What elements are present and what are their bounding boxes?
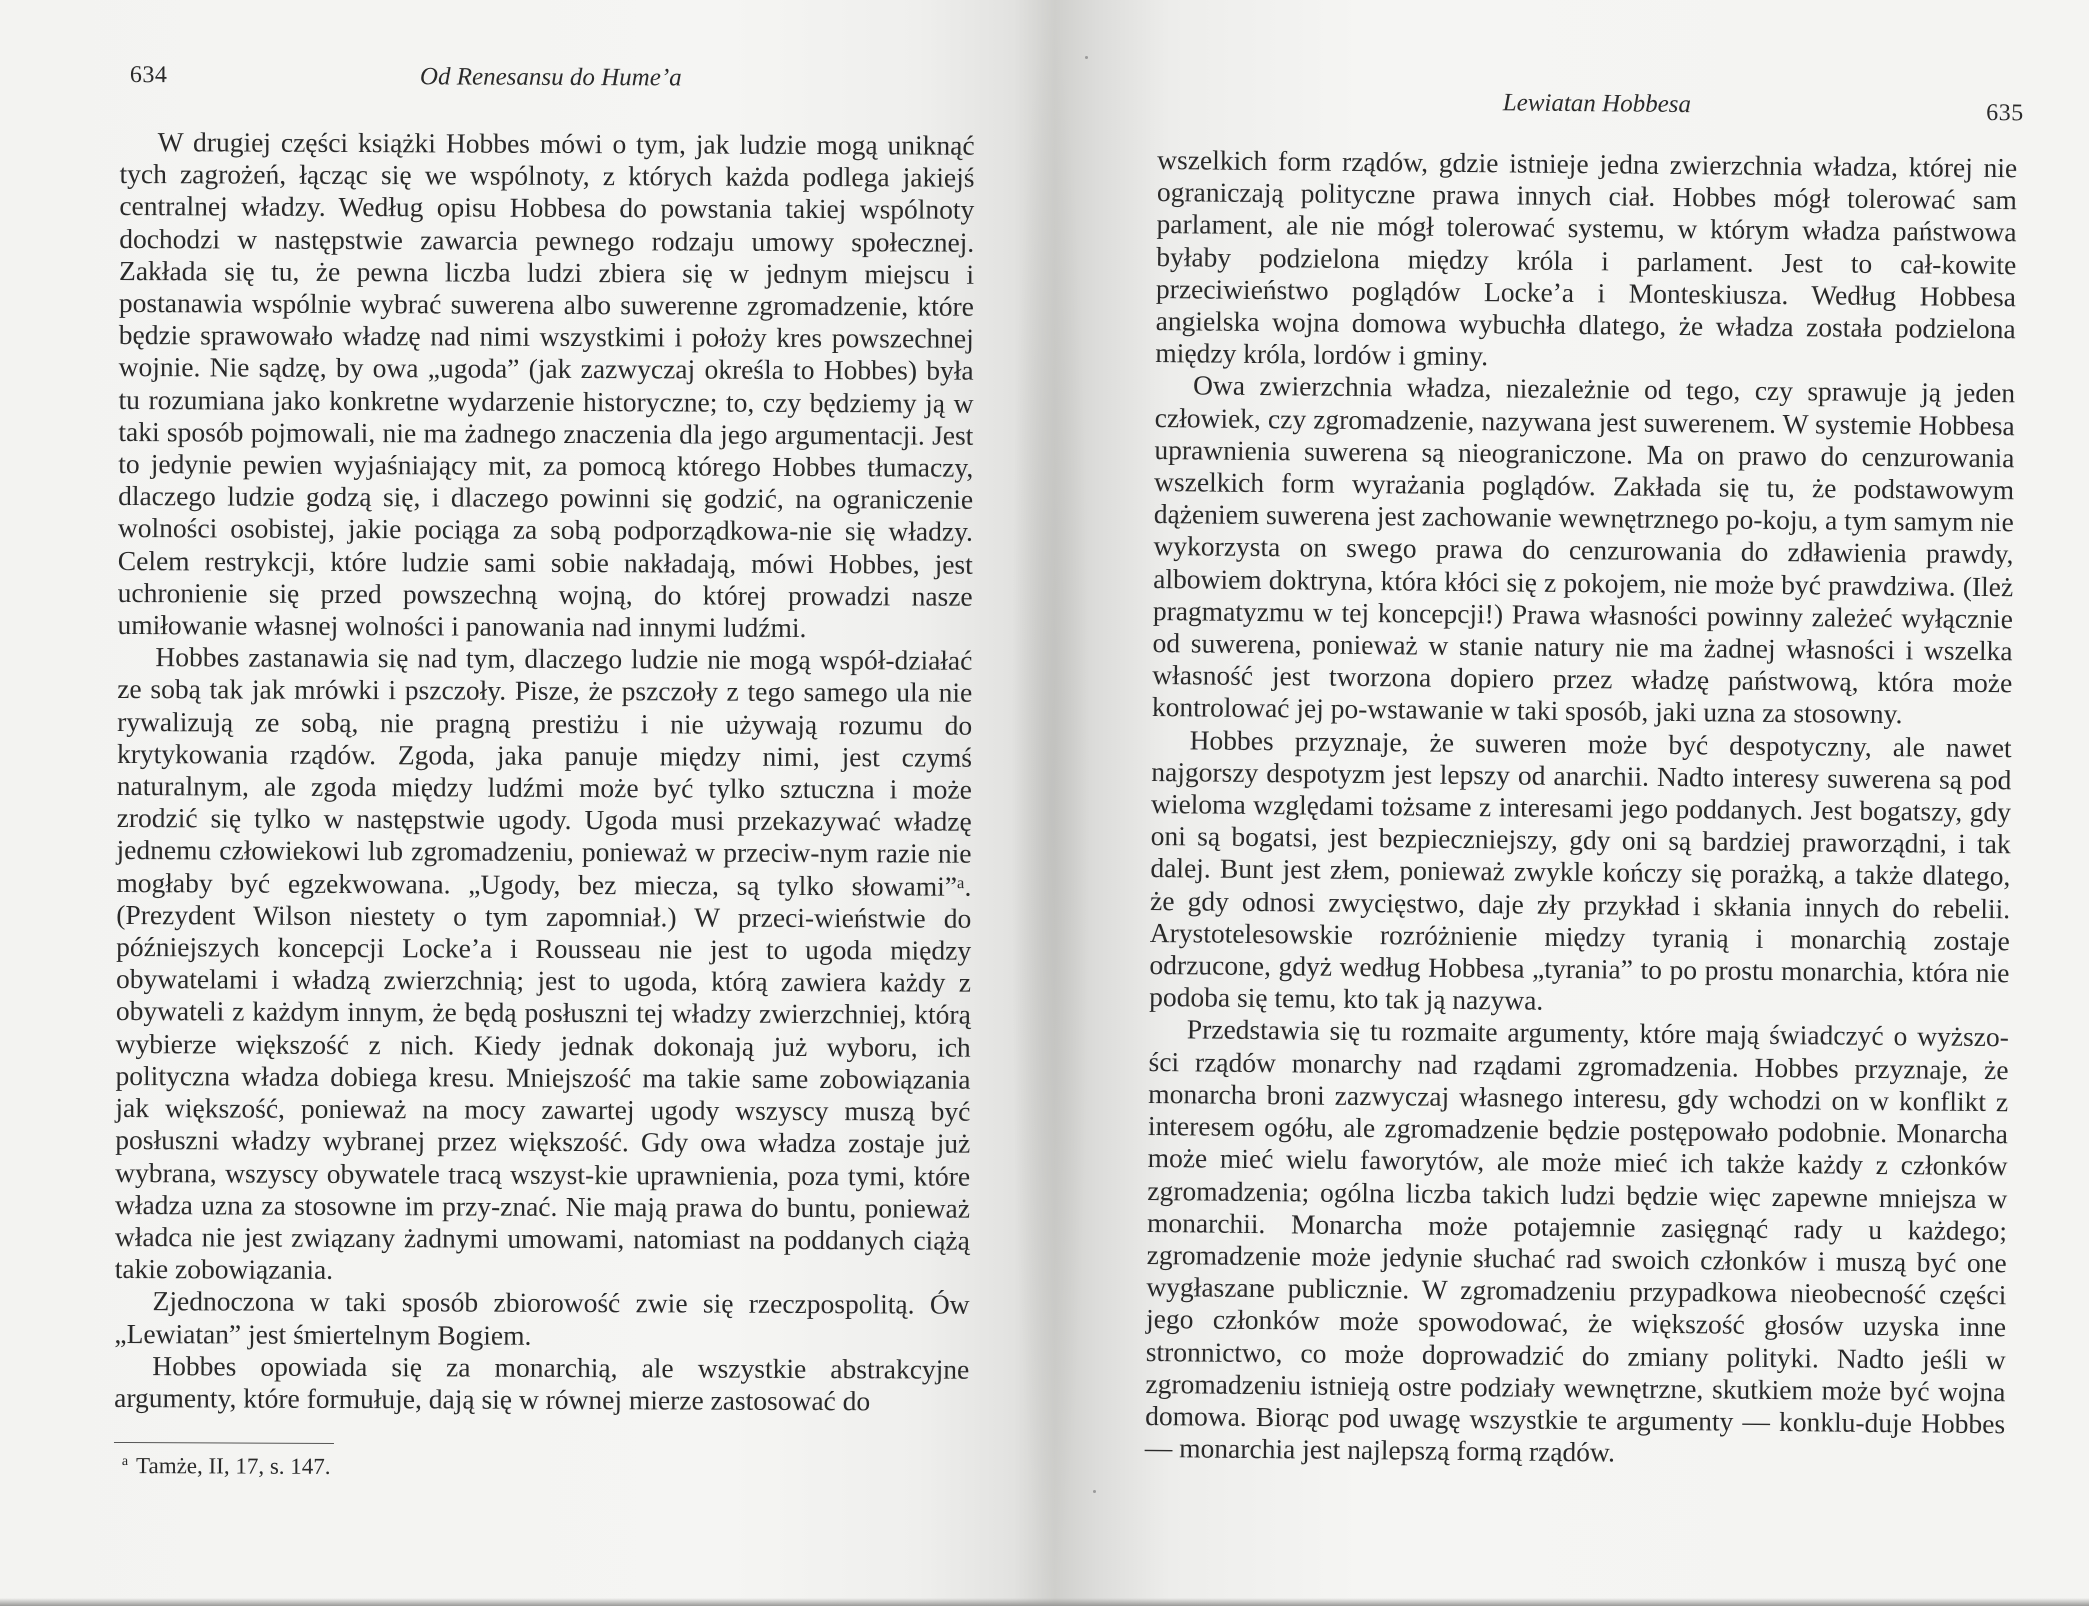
- page-number-right: 635: [1986, 99, 2024, 127]
- right-running-head: [1158, 80, 2024, 128]
- footnote-divider: [114, 1442, 334, 1444]
- right-page: [1144, 80, 2024, 1473]
- paragraph: Hobbes zastanawia się nad tym, dlaczego ludzie nie mogą współ-działać ze sobą tak jak mrówki i pszczoły. Pisze, że pszczoły z tego samego ula nie rywalizują ze sobą, nie pragną prestiżu i nie używają rozumu do krytykowania rządów. Zgoda, jaka panuje między nimi, jest czymś naturalnym, ale zgoda między ludźmi może być tylko sztuczna i może zrodzić się tylko w następstwie ugody. Ugoda musi przekazywać władzę jednemu człowiekowi lub zgromadzeniu, ponieważ w przeciw-nym razie nie mogłaby być egzekwowana. „Ugody, bez miecza, są tylko słowami”ᵃ. (Prezydent Wilson niestety o tym zapomniał.) W przeci-wieństwie do późniejszych koncepcji Locke’a i Rousseau nie jest to ugoda między obywatelami i władzą zwierzchnią; jest to ugoda, którą zawiera każdy z obywateli z każdym innym, że będą posłuszni tej władzy zwierzchniej, którą wybierze większość z nich. Kiedy jednak dokonają już wyboru, ich polityczna władza dobiega kresu. Mniejszość ma takie same zobowiązania jak większość, ponieważ na mocy zawartej ugody wszyscy muszą być posłuszni władzy wybranej przez większość. Gdy owa władza zostaje już wybrana, wszyscy obywatele tracą wszyst-kie uprawnienia, poza tymi, które władza uzna za stosowne im przy-znać. Nie mają prawa do buntu, ponieważ władca nie jest związany żadnymi umowami, natomiast na poddanych ciążą takie zobowiązania.: [114, 641, 973, 1286]
- paper-speck: [1085, 56, 1088, 59]
- paragraph: Przedstawia się tu rozmaite argumenty, które mają świadczyć o wyższo-ści rządów monarchy nad rządami zgromadzenia. Hobbes przyznaje, że monarcha broni zazwyczaj własnego interesu, gdy wchodzi on w konflikt z interesem ogółu, ale zgromadzenie będzie postępowało podobnie. Monarcha może mieć wielu faworytów, ale może mieć ich także każdy z członków zgromadzenia; ogólna liczba takich ludzi będzie więc zapewne mniejsza w monarchii. Monarcha może potajemnie zasięgnąć rady u każdego; zgromadzenie może jedynie słuchać rad swoich członków i muszą być one wygłaszane publicznie. W zgromadzeniu przypadkowa nieobecność części jego członków może spowodować, że większość głosów uzyska inne stronnictwo, co może doprowadzić do zmiany polityki. Nadto jeśli w zgromadzeniu istnieją ostre podziały wewnętrzne, skutkiem może być wojna domowa. Biorąc pod uwagę wszystkie te argumenty — konklu-duje Hobbes — monarchia jest najlepszą formą rządów.: [1144, 1013, 2009, 1468]
- paragraph: Zjednoczona w taki sposób zbiorowość zwie się rzeczpospolitą. Ów „Lewiatan” jest śmiertelnym Bogiem.: [114, 1285, 970, 1351]
- paragraph: Hobbes opowiada się za monarchią, ale wszystkie abstrakcyjne argumenty, które formułuje, dają się w równej mierze zastosować do: [114, 1349, 970, 1417]
- paper-speck: [1093, 1490, 1096, 1493]
- paragraph: Hobbes przyznaje, że suweren może być despotyczny, ale nawet najgorszy despotyzm jest lepszy od anarchii. Nadto interesy suwerena są pod wieloma względami tożsame z interesami jego poddanych. Jest bogatszy, gdy oni są bogatsi, jest bezpieczniejszy, gdy oni są bardziej praworządni, i tak dalej. Bunt jest złem, ponieważ zwykle kończy się porażką, a także dlatego, że gdy odnosi zwycięstwo, daje zły przykład i skłania innych do rebelii. Arystotelesowskie rozróżnienie między tyranią i monarchią zostaje odrzucone, gdyż według Hobbesa „tyrania” to po prostu monarchia, która nie podoba się temu, kto tak ją nazywa.: [1149, 723, 2012, 1017]
- paragraph: W drugiej części książki Hobbes mówi o tym, jak ludzie mogą uniknąć tych zagrożeń, łącząc się we wspólnoty, z których każda podlega jakiejś centralnej władzy. Według opisu Hobbesa do powstania takiej wspólnoty dochodzi w następstwie zawarcia pewnego rodzaju umowy społecznej. Zakłada się tu, że pewna liczba ludzi zbiera się w jednym miejscu i postanawia wspólnie wybrać suwerena albo suwerenne zgromadzenie, które będzie sprawowało władzę nad nimi wszystkimi i położy kres powszechnej wojnie. Nie sądzę, by owa „ugoda” (jak zazwyczaj określa to Hobbes) była tu rozumiana jako konkretne wydarzenie historyczne; to, czy będziemy ją w taki sposób pojmowali, nie ma żadnego znaczenia dla jego argumentacji. Jest to jedynie pewien wyjaśniający mit, za pomocą którego Hobbes tłumaczy, dlaczego ludzie godzą się, i dlaczego powinni się godzić, na ograniczenie wolności osobistej, jakie pociąga za sobą podporządkowa-nie się władzy. Celem restrykcji, które ludzie sami sobie nakładają, mówi Hobbes, jest uchronienie się przed powszechną wojną, do której prowadzi nasze umiłowanie własnej wolności i panowania nad innymi ludźmi.: [117, 126, 975, 644]
- running-head-title-right: Lewiatan Hobbesa: [1502, 89, 1692, 119]
- paragraph-continuation: wszelkich form rządów, gdzie istnieje jedna zwierzchnia władza, której nie ograniczają polityczne prawa innych ciał. Hobbes mógł tolerować sam parlament, ale nie mógł tolerować systemu, w którym władza państwowa byłaby podzielona między króla i parlament. Jest to cał-kowite przeciwieństwo poglądów Locke’a i Monteskiusza. Według Hobbesa angielska wojna domowa wybuchła dlatego, że władza została podzielona między króla, lordów i gminy.: [1155, 143, 2018, 372]
- footnote-text: Tamże, II, 17, s. 147.: [136, 1453, 331, 1480]
- page-bottom-edge: [0, 1598, 2089, 1606]
- right-page-body: [1145, 144, 2018, 1473]
- page-number-left: 634: [129, 62, 168, 89]
- running-head-title-left: Od Renesansu do Hume’a: [419, 63, 682, 92]
- footnote: [114, 1453, 969, 1483]
- paragraph: Owa zwierzchnia władza, niezależnie od tego, czy sprawuje ją jeden człowiek, czy zgromadzenie, nazywana jest suwerenem. W systemie Hobbesa uprawnienia suwerena są nieograniczone. Ma on prawo do cenzurowania wszelkich form wyrażania poglądów. Zakłada się tu, że podstawowym dążeniem suwerena jest zachowanie wewnętrznego po-koju, a tym samym nie wykorzysta on swego prawa do cenzurowania do zdławienia prawdy, albowiem doktryna, która kłóci się z pokojem, nie może być prawdziwa. (Ileż pragmatyzmu w tej koncepcji!) Prawa własności powinny zależeć wyłącznie od suwerena, ponieważ w stanie natury nie ma żadnej własności i wszelka własność jest tworzona dopiero przez władzę państwową, która może kontrolować jej po-wstawanie w taki sposób, jaki uzna za stosowny.: [1151, 369, 2016, 730]
- left-page-body: [114, 126, 975, 1418]
- left-running-head: [120, 62, 975, 106]
- left-page: [114, 62, 975, 1483]
- book-gutter-shadow: [1010, 0, 1090, 1606]
- footnote-marker: a: [121, 1454, 129, 1470]
